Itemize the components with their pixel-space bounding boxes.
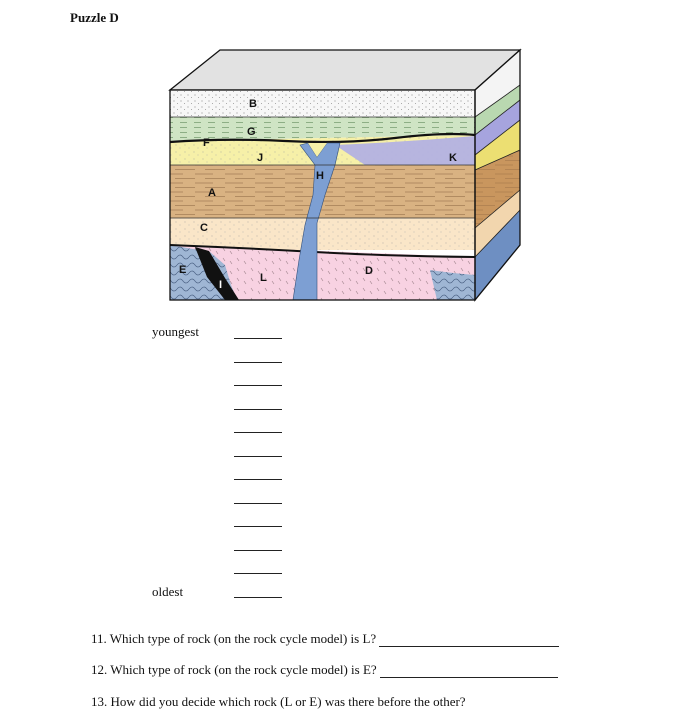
label-a: A (208, 187, 216, 199)
answer-blank[interactable] (234, 597, 282, 598)
label-h: H (316, 170, 324, 182)
label-g: G (247, 126, 256, 138)
answer-blank[interactable] (234, 526, 282, 527)
label-i: I (219, 279, 223, 291)
oldest-label: oldest (152, 584, 184, 599)
answer-blank[interactable] (234, 409, 282, 410)
answer-blank[interactable] (234, 432, 282, 433)
label-j: J (257, 152, 264, 164)
label-k: K (449, 152, 457, 164)
label-d: D (365, 265, 373, 277)
question-text: 12. Which type of rock (on the rock cycle model) is E? (91, 662, 377, 677)
answer-blank[interactable] (234, 550, 282, 551)
answer-blank[interactable] (234, 362, 282, 363)
rock-layers-diagram (165, 45, 525, 307)
block-top-face (170, 50, 520, 90)
page-title: Puzzle D (70, 10, 119, 25)
answer-blank[interactable] (234, 573, 282, 574)
label-b: B (249, 98, 257, 110)
question-13 (91, 694, 466, 710)
question-text: 13. How did you decide which rock (L or E) was there before the other? (91, 694, 466, 709)
label-e: E (179, 264, 187, 276)
label-l: L (260, 272, 267, 284)
label-f: F (203, 137, 210, 149)
answer-line[interactable] (379, 634, 559, 647)
question-11 (91, 631, 559, 647)
answer-blank[interactable] (234, 385, 282, 386)
answer-blank[interactable] (234, 503, 282, 504)
answer-blank[interactable] (234, 456, 282, 457)
answer-blank[interactable] (234, 338, 282, 339)
question-12 (91, 662, 558, 678)
youngest-label: youngest (152, 324, 199, 339)
question-text: 11. Which type of rock (on the rock cycle model) is L? (91, 631, 377, 646)
label-c: C (200, 222, 208, 234)
answer-blank[interactable] (234, 479, 282, 480)
answer-line[interactable] (380, 665, 558, 678)
